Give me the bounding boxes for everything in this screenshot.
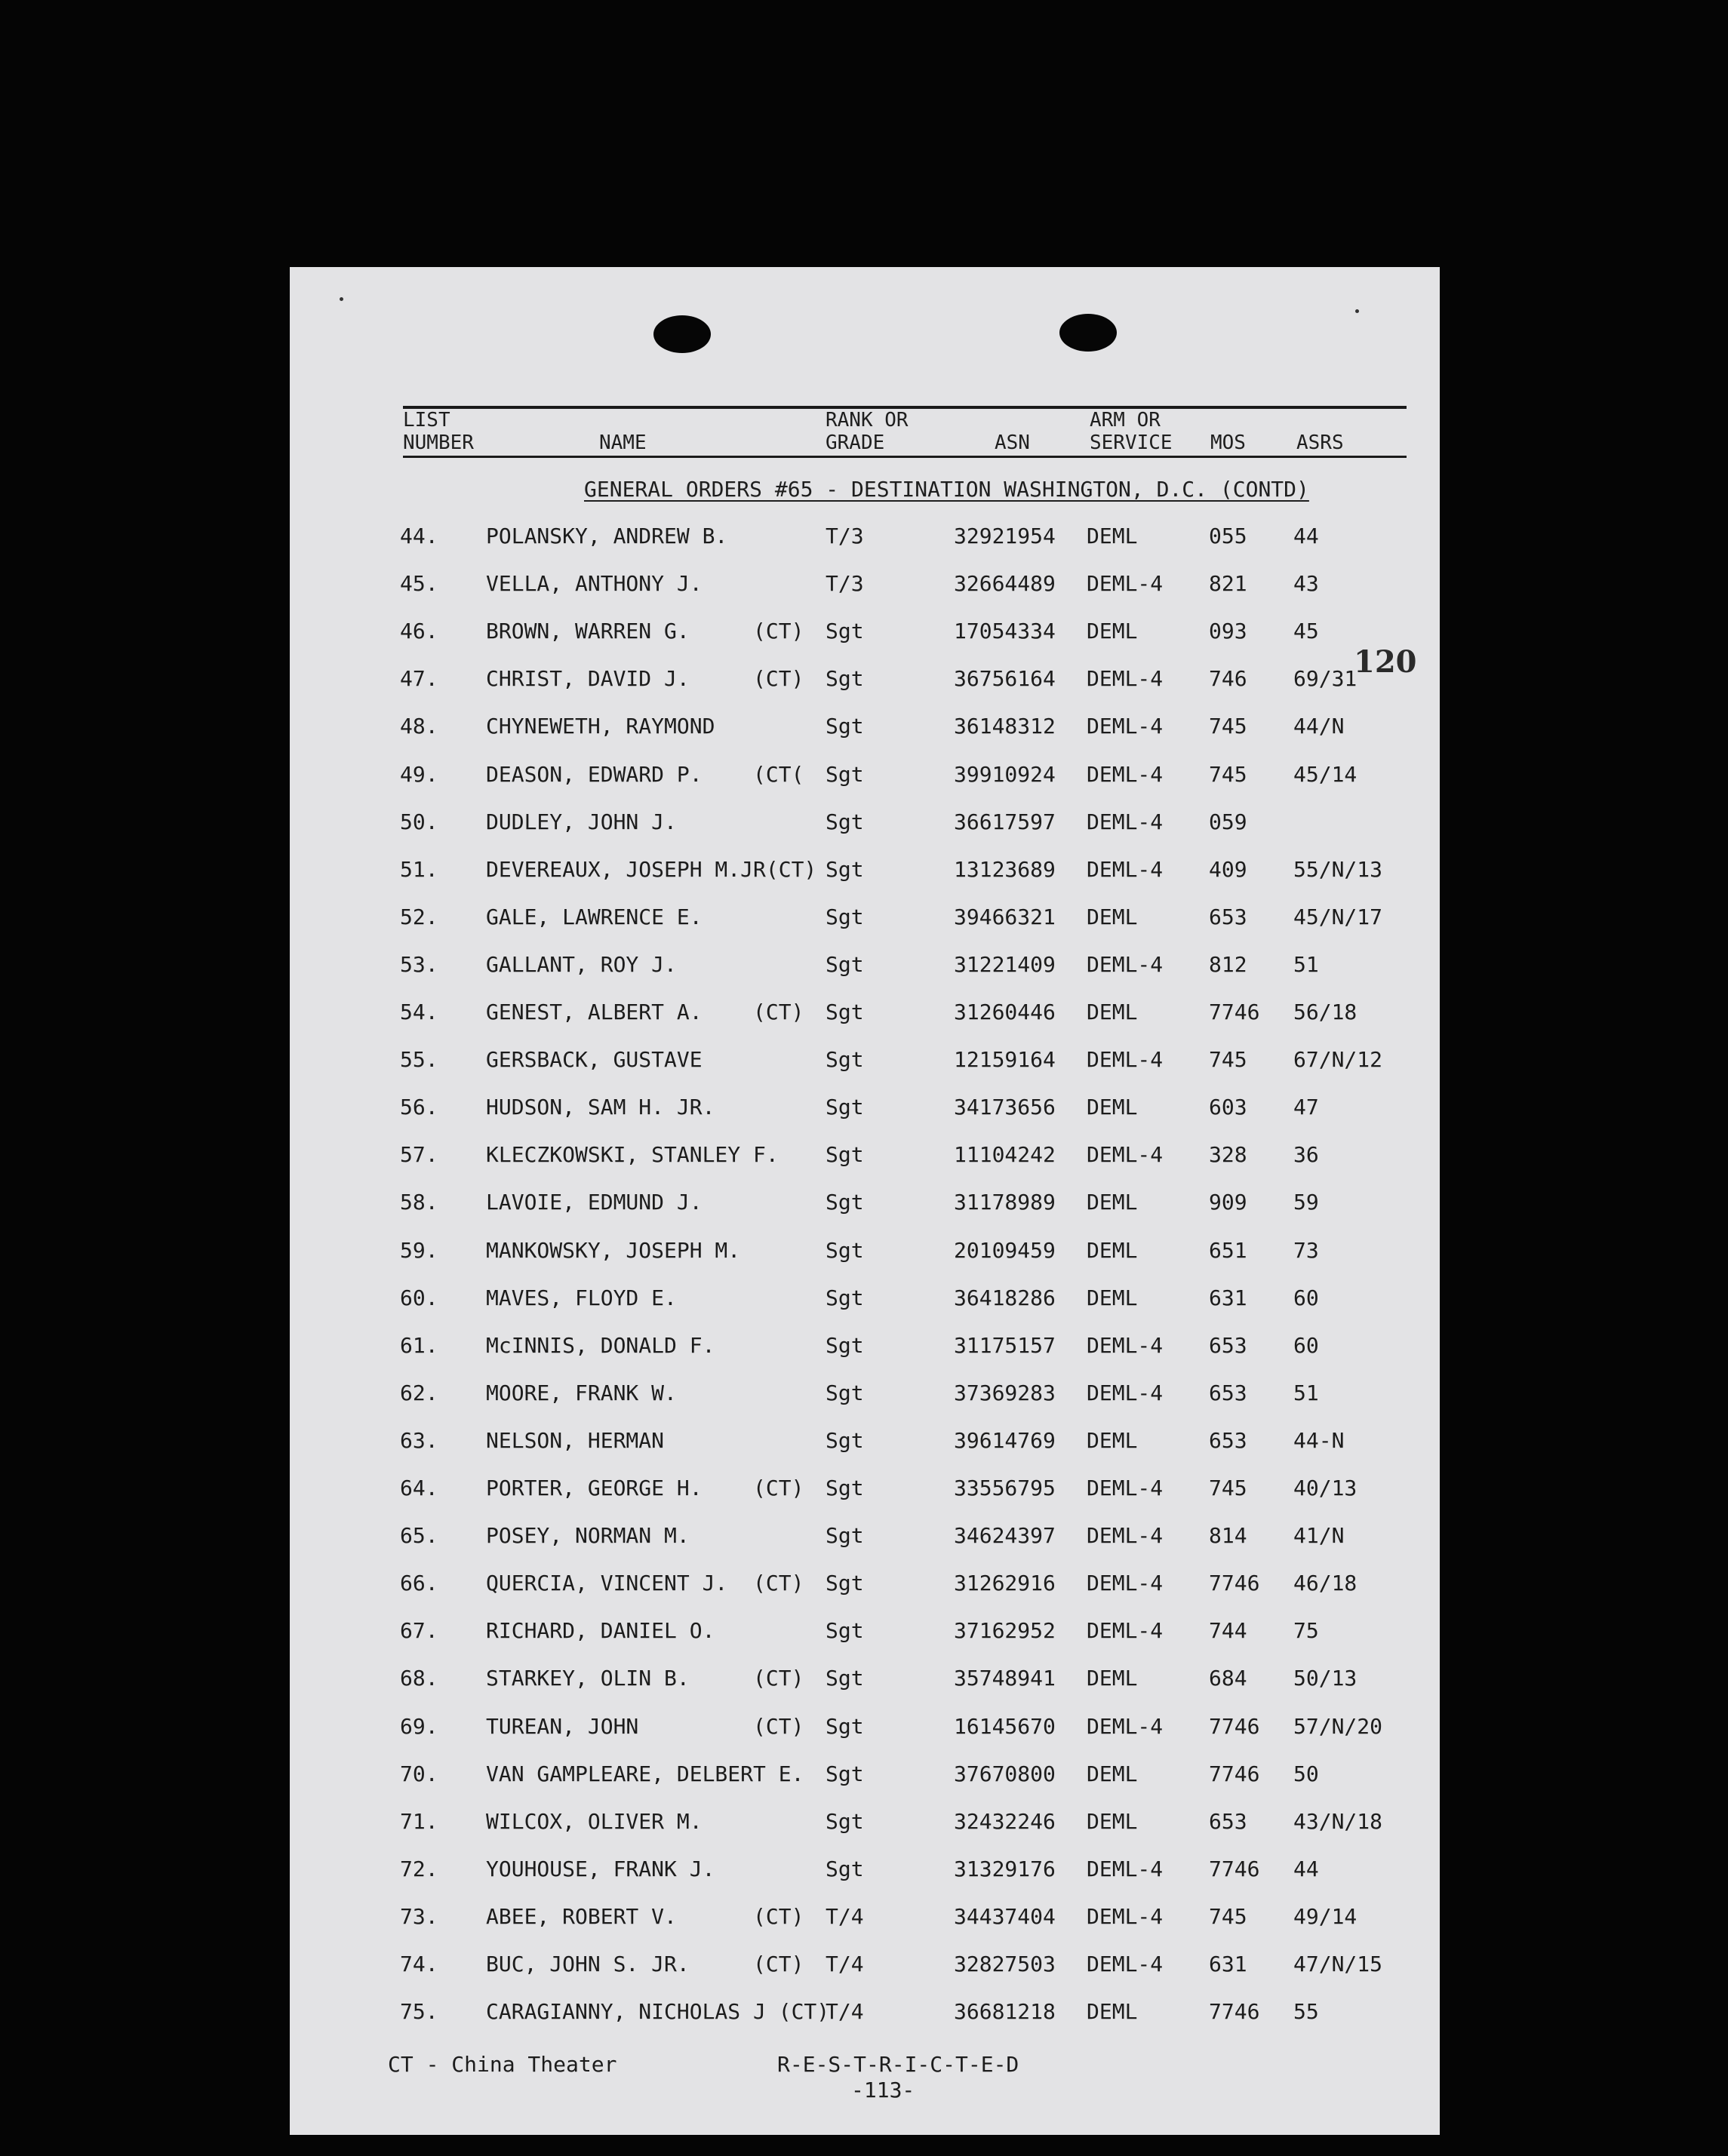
person-name: WILCOX, OLIVER M. [486, 1808, 703, 1834]
list-number: 64. [400, 1476, 438, 1500]
asn: 20109459 [954, 1237, 1056, 1263]
rank-grade: Sgt [826, 666, 864, 692]
list-number: 52. [400, 904, 438, 929]
table-row [290, 619, 1440, 649]
rank-grade: Sgt [826, 1523, 864, 1549]
person-name: POSEY, NORMAN M. [486, 1523, 690, 1549]
rank-grade: Sgt [826, 1142, 864, 1168]
list-number: 68. [400, 1666, 438, 1691]
table-row [290, 904, 1440, 935]
arm-service: DEML [1087, 1666, 1138, 1691]
asn: 34624397 [954, 1523, 1056, 1549]
table-row [290, 1523, 1440, 1553]
rank-grade: Sgt [826, 1380, 864, 1405]
arm-service: DEML-4 [1087, 1952, 1164, 1976]
person-name: MAVES, FLOYD E. [486, 1285, 677, 1310]
asn: 39910924 [954, 761, 1056, 787]
list-number: 58. [400, 1190, 438, 1215]
list-number: 55. [400, 1047, 438, 1073]
mos: 7746 [1209, 1761, 1260, 1786]
table-row [290, 762, 1440, 792]
mos: 745 [1209, 714, 1247, 739]
table-row [290, 1571, 1440, 1601]
asrs: 50/13 [1293, 1666, 1357, 1691]
asrs: 41/N [1293, 1523, 1345, 1549]
footer-page-number: -113- [851, 2078, 915, 2102]
mos: 055 [1209, 524, 1247, 548]
asn: 31221409 [954, 951, 1056, 977]
header-rank-line2: GRADE [826, 432, 885, 454]
list-number: 63. [400, 1427, 438, 1453]
list-number: 60. [400, 1285, 438, 1310]
person-name: BUC, JOHN S. JR. [486, 1952, 690, 1976]
arm-service: DEML [1087, 1095, 1138, 1120]
header-number: NUMBER [403, 432, 474, 454]
person-name: GENEST, ALBERT A. [486, 1000, 703, 1024]
asn: 31262916 [954, 1571, 1056, 1596]
list-number: 46. [400, 619, 438, 644]
asn: 37162952 [954, 1618, 1056, 1644]
rank-grade: Sgt [826, 1856, 864, 1881]
asn: 36681218 [954, 1999, 1056, 2025]
ct-marker: (CT) [753, 666, 804, 692]
asrs: 46/18 [1293, 1571, 1357, 1596]
asn: 31175157 [954, 1332, 1056, 1358]
person-name: ABEE, ROBERT V. [486, 1903, 677, 1929]
person-name: NELSON, HERMAN [486, 1427, 665, 1453]
asrs: 50 [1293, 1761, 1319, 1786]
mos: 653 [1209, 1332, 1247, 1358]
asn: 39614769 [954, 1427, 1056, 1453]
asn: 39466321 [954, 904, 1056, 929]
mos: 328 [1209, 1142, 1247, 1168]
list-number: 71. [400, 1808, 438, 1834]
asn: 37369283 [954, 1380, 1056, 1405]
rank-grade: Sgt [826, 1761, 864, 1786]
asrs: 75 [1293, 1618, 1319, 1644]
arm-service: DEML-4 [1087, 1713, 1164, 1739]
mos: 059 [1209, 809, 1247, 834]
list-number: 54. [400, 1000, 438, 1024]
asrs: 43/N/18 [1293, 1808, 1383, 1834]
person-name: RICHARD, DANIEL O. [486, 1618, 715, 1644]
ct-marker: (CT) [753, 1952, 804, 1976]
table-row [290, 1142, 1440, 1172]
table-row [290, 1428, 1440, 1458]
mos: 814 [1209, 1523, 1247, 1549]
punch-hole-left [653, 315, 711, 353]
rank-grade: Sgt [826, 1713, 864, 1739]
mos: 744 [1209, 1618, 1247, 1644]
mos: 746 [1209, 666, 1247, 692]
mos: 745 [1209, 761, 1247, 787]
asn: 35748941 [954, 1666, 1056, 1691]
person-name: YOUHOUSE, FRANK J. [486, 1856, 715, 1881]
header-mos: MOS [1210, 432, 1246, 454]
table-row [290, 1999, 1440, 2029]
person-name: GALE, LAWRENCE E. [486, 904, 703, 929]
mos: 7746 [1209, 1713, 1260, 1739]
asn: 16145670 [954, 1713, 1056, 1739]
arm-service: DEML [1087, 1285, 1138, 1310]
table-row [290, 1476, 1440, 1506]
rank-grade: Sgt [826, 1000, 864, 1024]
person-name: MOORE, FRANK W. [486, 1380, 677, 1405]
list-number: 69. [400, 1713, 438, 1739]
person-name: DEVEREAUX, JOSEPH M.JR(CT) [486, 856, 817, 882]
table-row [290, 1952, 1440, 1982]
header-name: NAME [599, 432, 647, 454]
list-number: 66. [400, 1571, 438, 1596]
table-row [290, 1809, 1440, 1839]
person-name: KLECZKOWSKI, STANLEY F. [486, 1142, 779, 1168]
table-row [290, 1618, 1440, 1648]
header-arm-line1: ARM OR [1090, 409, 1161, 432]
document-page [290, 267, 1440, 2135]
person-name: DEASON, EDWARD P. [486, 761, 703, 787]
arm-service: DEML [1087, 619, 1138, 644]
arm-service: DEML-4 [1087, 809, 1164, 834]
mos: 409 [1209, 856, 1247, 882]
table-row [290, 809, 1440, 840]
ct-marker: (CT) [753, 1476, 804, 1500]
rank-grade: Sgt [826, 1476, 864, 1500]
asn: 36756164 [954, 666, 1056, 692]
table-row [290, 1047, 1440, 1077]
asn: 17054334 [954, 619, 1056, 644]
arm-service: DEML-4 [1087, 1047, 1164, 1073]
rank-grade: Sgt [826, 1237, 864, 1263]
table-row [290, 1904, 1440, 1934]
asn: 32921954 [954, 524, 1056, 548]
asn: 31329176 [954, 1856, 1056, 1881]
table-row [290, 1000, 1440, 1030]
table-row [290, 1333, 1440, 1363]
punch-hole-right [1059, 314, 1117, 352]
table-row [290, 1761, 1440, 1792]
table-row [290, 1714, 1440, 1744]
arm-service: DEML [1087, 1000, 1138, 1024]
arm-service: DEML [1087, 524, 1138, 548]
arm-service: DEML-4 [1087, 1523, 1164, 1549]
asrs: 44 [1293, 1856, 1319, 1881]
mos: 093 [1209, 619, 1247, 644]
list-number: 53. [400, 951, 438, 977]
asrs: 49/14 [1293, 1903, 1357, 1929]
asrs: 55/N/13 [1293, 856, 1383, 882]
list-number: 56. [400, 1095, 438, 1120]
mos: 651 [1209, 1237, 1247, 1263]
header-bottom-rule [403, 456, 1407, 458]
asrs: 51 [1293, 951, 1319, 977]
asrs: 69/31 [1293, 666, 1357, 692]
table-row [290, 1238, 1440, 1268]
header-list: LIST [403, 409, 450, 432]
asrs: 60 [1293, 1285, 1319, 1310]
asrs: 55 [1293, 1999, 1319, 2025]
arm-service: DEML-4 [1087, 1142, 1164, 1168]
asrs: 43 [1293, 571, 1319, 597]
mos: 653 [1209, 1808, 1247, 1834]
table-row [290, 1285, 1440, 1316]
person-name: STARKEY, OLIN B. [486, 1666, 690, 1691]
list-number: 67. [400, 1618, 438, 1644]
rank-grade: Sgt [826, 1285, 864, 1310]
list-number: 57. [400, 1142, 438, 1168]
list-number: 75. [400, 1999, 438, 2025]
person-name: MANKOWSKY, JOSEPH M. [486, 1237, 741, 1263]
asrs: 60 [1293, 1332, 1319, 1358]
table-row [290, 1381, 1440, 1411]
list-number: 73. [400, 1903, 438, 1929]
arm-service: DEML-4 [1087, 1380, 1164, 1405]
asrs: 44 [1293, 524, 1319, 548]
mos: 7746 [1209, 1571, 1260, 1596]
mos: 909 [1209, 1190, 1247, 1215]
person-name: BROWN, WARREN G. [486, 619, 690, 644]
paper-speck [1355, 309, 1359, 313]
rank-grade: Sgt [826, 1666, 864, 1691]
list-number: 50. [400, 809, 438, 834]
asn: 36148312 [954, 714, 1056, 739]
mos: 653 [1209, 1427, 1247, 1453]
mos: 653 [1209, 1380, 1247, 1405]
asn: 33556795 [954, 1476, 1056, 1500]
arm-service: DEML-4 [1087, 1856, 1164, 1881]
arm-service: DEML [1087, 1761, 1138, 1786]
rank-grade: Sgt [826, 1095, 864, 1120]
arm-service: DEML [1087, 1427, 1138, 1453]
list-number: 74. [400, 1952, 438, 1976]
rank-grade: Sgt [826, 951, 864, 977]
footer-classification: R-E-S-T-R-I-C-T-E-D [777, 2052, 1019, 2077]
rank-grade: Sgt [826, 856, 864, 882]
header-rank-line1: RANK OR [826, 409, 909, 432]
rank-grade: Sgt [826, 619, 864, 644]
person-name: POLANSKY, ANDREW B. [486, 524, 728, 548]
person-name: HUDSON, SAM H. JR. [486, 1095, 715, 1120]
header-asrs: ASRS [1296, 432, 1344, 454]
rank-grade: T/3 [826, 524, 864, 548]
rank-grade: Sgt [826, 1190, 864, 1215]
list-number: 59. [400, 1237, 438, 1263]
person-name: QUERCIA, VINCENT J. [486, 1571, 728, 1596]
arm-service: DEML-4 [1087, 714, 1164, 739]
paper-speck [340, 297, 343, 301]
asn: 34437404 [954, 1903, 1056, 1929]
person-name: McINNIS, DONALD F. [486, 1332, 715, 1358]
rank-grade: T/4 [826, 1903, 864, 1929]
mos: 745 [1209, 1476, 1247, 1500]
asn: 32827503 [954, 1952, 1056, 1976]
list-number: 62. [400, 1380, 438, 1405]
person-name: VELLA, ANTHONY J. [486, 571, 703, 597]
mos: 7746 [1209, 1999, 1260, 2025]
asn: 31260446 [954, 1000, 1056, 1024]
ct-marker: (CT( [753, 761, 804, 787]
table-row [290, 952, 1440, 982]
arm-service: DEML [1087, 1808, 1138, 1834]
table-row [290, 1857, 1440, 1887]
mos: 631 [1209, 1952, 1247, 1976]
arm-service: DEML-4 [1087, 951, 1164, 977]
rank-grade: Sgt [826, 714, 864, 739]
asrs: 44/N [1293, 714, 1345, 739]
header-asn: ASN [995, 432, 1030, 454]
mos: 7746 [1209, 1856, 1260, 1881]
section-subtitle: GENERAL ORDERS #65 - DESTINATION WASHINGTON, D.C. (CONTD) [584, 477, 1309, 502]
mos: 7746 [1209, 1000, 1260, 1024]
table-row [290, 714, 1440, 744]
arm-service: DEML-4 [1087, 571, 1164, 597]
asrs: 45/14 [1293, 761, 1357, 787]
asrs: 45/N/17 [1293, 904, 1383, 929]
asrs: 44-N [1293, 1427, 1345, 1453]
asrs: 56/18 [1293, 1000, 1357, 1024]
list-number: 72. [400, 1856, 438, 1881]
rank-grade: Sgt [826, 1332, 864, 1358]
asrs: 59 [1293, 1190, 1319, 1215]
rank-grade: Sgt [826, 761, 864, 787]
asn: 31178989 [954, 1190, 1056, 1215]
list-number: 49. [400, 761, 438, 787]
rank-grade: Sgt [826, 809, 864, 834]
person-name: DUDLEY, JOHN J. [486, 809, 677, 834]
table-row [290, 571, 1440, 601]
asrs: 45 [1293, 619, 1319, 644]
asrs: 40/13 [1293, 1476, 1357, 1500]
rank-grade: Sgt [826, 904, 864, 929]
rank-grade: T/3 [826, 571, 864, 597]
mos: 812 [1209, 951, 1247, 977]
list-number: 44. [400, 524, 438, 548]
person-name: GERSBACK, GUSTAVE [486, 1047, 703, 1073]
person-name: TUREAN, JOHN [486, 1713, 639, 1739]
asn: 36418286 [954, 1285, 1056, 1310]
ct-marker: (CT) [753, 619, 804, 644]
ct-marker: (CT) [753, 1571, 804, 1596]
arm-service: DEML [1087, 1190, 1138, 1215]
ct-marker: (CT) [753, 1903, 804, 1929]
arm-service: DEML-4 [1087, 1903, 1164, 1929]
asn: 32432246 [954, 1808, 1056, 1834]
rank-grade: Sgt [826, 1427, 864, 1453]
list-number: 70. [400, 1761, 438, 1786]
asrs: 47 [1293, 1095, 1319, 1120]
header-arm-line2: SERVICE [1090, 432, 1173, 454]
mos: 821 [1209, 571, 1247, 597]
arm-service: DEML-4 [1087, 761, 1164, 787]
rank-grade: T/4 [826, 1952, 864, 1976]
asn: 11104242 [954, 1142, 1056, 1168]
asn: 12159164 [954, 1047, 1056, 1073]
mos: 745 [1209, 1903, 1247, 1929]
person-name: CHRIST, DAVID J. [486, 666, 690, 692]
margin-handwritten-number: 120 [1354, 644, 1417, 680]
asn: 34173656 [954, 1095, 1056, 1120]
arm-service: DEML-4 [1087, 1476, 1164, 1500]
rank-grade: Sgt [826, 1047, 864, 1073]
table-row [290, 1095, 1440, 1125]
asn: 32664489 [954, 571, 1056, 597]
table-row [290, 857, 1440, 887]
asrs: 57/N/20 [1293, 1713, 1383, 1739]
mos: 653 [1209, 904, 1247, 929]
ct-marker: (CT) [753, 1666, 804, 1691]
ct-marker: (CT) [753, 1000, 804, 1024]
arm-service: DEML [1087, 1999, 1138, 2025]
person-name: VAN GAMPLEARE, DELBERT E. [486, 1761, 804, 1786]
list-number: 61. [400, 1332, 438, 1358]
table-row [290, 1666, 1440, 1696]
arm-service: DEML-4 [1087, 666, 1164, 692]
arm-service: DEML-4 [1087, 1571, 1164, 1596]
footer-legend: CT - China Theater [388, 2052, 617, 2077]
asn: 37670800 [954, 1761, 1056, 1786]
person-name: CARAGIANNY, NICHOLAS J (CT) [486, 1999, 830, 2025]
rank-grade: Sgt [826, 1571, 864, 1596]
list-number: 45. [400, 571, 438, 597]
rank-grade: Sgt [826, 1618, 864, 1644]
person-name: PORTER, GEORGE H. [486, 1476, 703, 1500]
mos: 603 [1209, 1095, 1247, 1120]
rank-grade: T/4 [826, 1999, 864, 2025]
mos: 745 [1209, 1047, 1247, 1073]
asrs: 73 [1293, 1237, 1319, 1263]
arm-service: DEML-4 [1087, 856, 1164, 882]
asrs: 36 [1293, 1142, 1319, 1168]
arm-service: DEML-4 [1087, 1618, 1164, 1644]
mos: 631 [1209, 1285, 1247, 1310]
asrs: 47/N/15 [1293, 1952, 1383, 1976]
ct-marker: (CT) [753, 1713, 804, 1739]
asn: 36617597 [954, 809, 1056, 834]
person-name: CHYNEWETH, RAYMOND [486, 714, 715, 739]
person-name: GALLANT, ROY J. [486, 951, 677, 977]
list-number: 65. [400, 1523, 438, 1549]
list-number: 51. [400, 856, 438, 882]
mos: 684 [1209, 1666, 1247, 1691]
rank-grade: Sgt [826, 1808, 864, 1834]
table-row [290, 666, 1440, 696]
person-name: LAVOIE, EDMUND J. [486, 1190, 703, 1215]
list-number: 48. [400, 714, 438, 739]
asrs: 51 [1293, 1380, 1319, 1405]
asn: 13123689 [954, 856, 1056, 882]
table-row [290, 1190, 1440, 1220]
arm-service: DEML-4 [1087, 1332, 1164, 1358]
list-number: 47. [400, 666, 438, 692]
table-row [290, 524, 1440, 554]
arm-service: DEML [1087, 904, 1138, 929]
arm-service: DEML [1087, 1237, 1138, 1263]
asrs: 67/N/12 [1293, 1047, 1383, 1073]
